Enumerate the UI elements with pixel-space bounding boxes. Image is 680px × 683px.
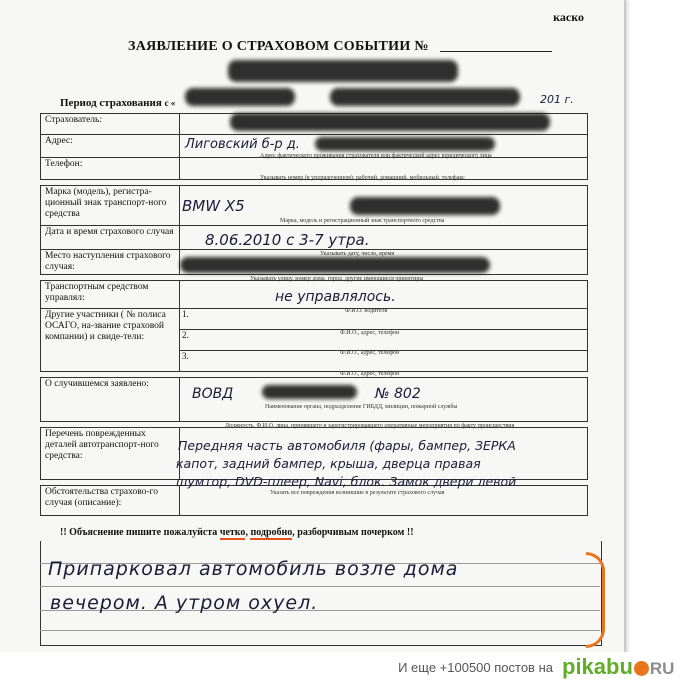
fio-driver-hint: Ф.И.О. водителя	[345, 308, 388, 314]
others-row-3: 3.	[182, 351, 189, 361]
damage-label: Перечень поврежденных деталей автотранспорт-ного средства:	[41, 428, 180, 480]
footer-text: И еще +100500 постов на	[398, 660, 553, 675]
fio-phone-hint-3: Ф.И.О., адрес, телефон	[340, 371, 400, 377]
datetime-hint: Указывать дату, число, время	[320, 251, 395, 257]
pikabu-logo[interactable]: pikabu RU	[562, 654, 675, 679]
damage-line-2: капот, задний бампер, крыша, дверца правая	[176, 456, 481, 471]
form-title: ЗАЯВЛЕНИЕ О СТРАХОВОМ СОБЫТИИ №	[128, 39, 429, 54]
vehicle-label: Марка (модель), регистра-ционный знак транспорт-ного средства	[41, 186, 180, 226]
fio-phone-hint-1: Ф.И.О., адрес, телефон	[340, 330, 400, 336]
address-label: Адрес:	[41, 135, 180, 158]
reported-hint-1: Наименование органа, подразделение ГИБДД, милиции, пожарной службы	[265, 404, 458, 410]
redaction-blot	[350, 197, 500, 215]
others-row-2: 2.	[180, 330, 587, 351]
datetime-label: Дата и время страхового случая	[41, 226, 180, 250]
damage-line-1: Передняя часть автомобиля (фары, бампер, ЗЕРКА	[178, 438, 516, 453]
reported-label: О случившемся заявлено:	[41, 378, 180, 422]
reported-value: ВОВД	[192, 386, 234, 402]
highlight-detailed: подробно	[250, 527, 293, 538]
driver-value: не управлялось.	[275, 289, 396, 305]
handwriting-line-1: Припарковал автомобиль возле дома	[48, 558, 459, 580]
others-row-1: 1.	[180, 309, 587, 330]
redaction-blot	[330, 88, 520, 106]
damage-line-3: шумтор, DVD-плеер, Navi, блок. Замок двери левой	[176, 474, 517, 489]
redaction-blot	[230, 113, 550, 131]
place-label: Место наступления страхового случая:	[41, 250, 180, 275]
vehicle-hint: Марка, модель и регистрационный знак транспортного средства	[280, 218, 445, 224]
address-value: Лиговский б-р д.	[185, 137, 300, 152]
redaction-blot	[228, 60, 458, 82]
place-hint: Указывать улицу, номер дома, город, другие имеющиеся ориентиры	[250, 276, 424, 282]
phone-label: Телефон:	[41, 158, 180, 180]
damage-hint: Указать все повреждения возникшие в результате страхового случая	[270, 490, 445, 496]
highlight-clear: четко	[219, 527, 246, 538]
description-line	[40, 586, 600, 587]
datetime-value: 8.06.2010 с 3-7 утра.	[205, 231, 370, 249]
highlight-bracket	[586, 552, 605, 648]
redaction-blot	[185, 88, 295, 106]
reported-number: № 802	[375, 386, 421, 402]
address-hint: Адрес фактического проживания страхователя или фактический адрес юридического лица	[260, 153, 492, 159]
redaction-blot	[262, 385, 357, 399]
logo-dot-icon	[634, 661, 649, 676]
phone-hint: Указывать номер (в упорядоченном): рабочий, домашний, мобильный, телефакс	[260, 175, 465, 181]
title-number-line	[440, 51, 552, 52]
driver-label: Транспортным средством управлял:	[41, 281, 180, 309]
handwriting-line-2: вечером. А утром охуел.	[50, 592, 319, 614]
redaction-blot	[180, 257, 490, 273]
kasko-label: каско	[553, 10, 584, 24]
period-label: Период страхования с «	[60, 97, 176, 109]
vehicle-value: BMW X5	[182, 197, 245, 215]
reported-hint-2: Должность, Ф.И.О. лица, принявшего и зарегистрировавшего оперативные мероприятия по факту происшествия	[225, 423, 515, 429]
redaction-blot	[315, 137, 495, 151]
writing-instruction: !! Объяснение пишите пожалуйста четко, подробно, разборчивым почерком !!	[60, 527, 414, 538]
others-label: Другие участники ( № полиса ОСАГО, на-звание страховой компании) и свиде-тели:	[41, 309, 180, 372]
period-year: 201 г.	[540, 93, 574, 106]
description-line	[40, 630, 600, 631]
circumstances-label: Обстоятельства страхово-го случая (описание):	[41, 486, 180, 516]
insurer-label: Страхователь:	[41, 114, 180, 135]
fio-phone-hint-2: Ф.И.О., адрес, телефон	[340, 350, 400, 356]
